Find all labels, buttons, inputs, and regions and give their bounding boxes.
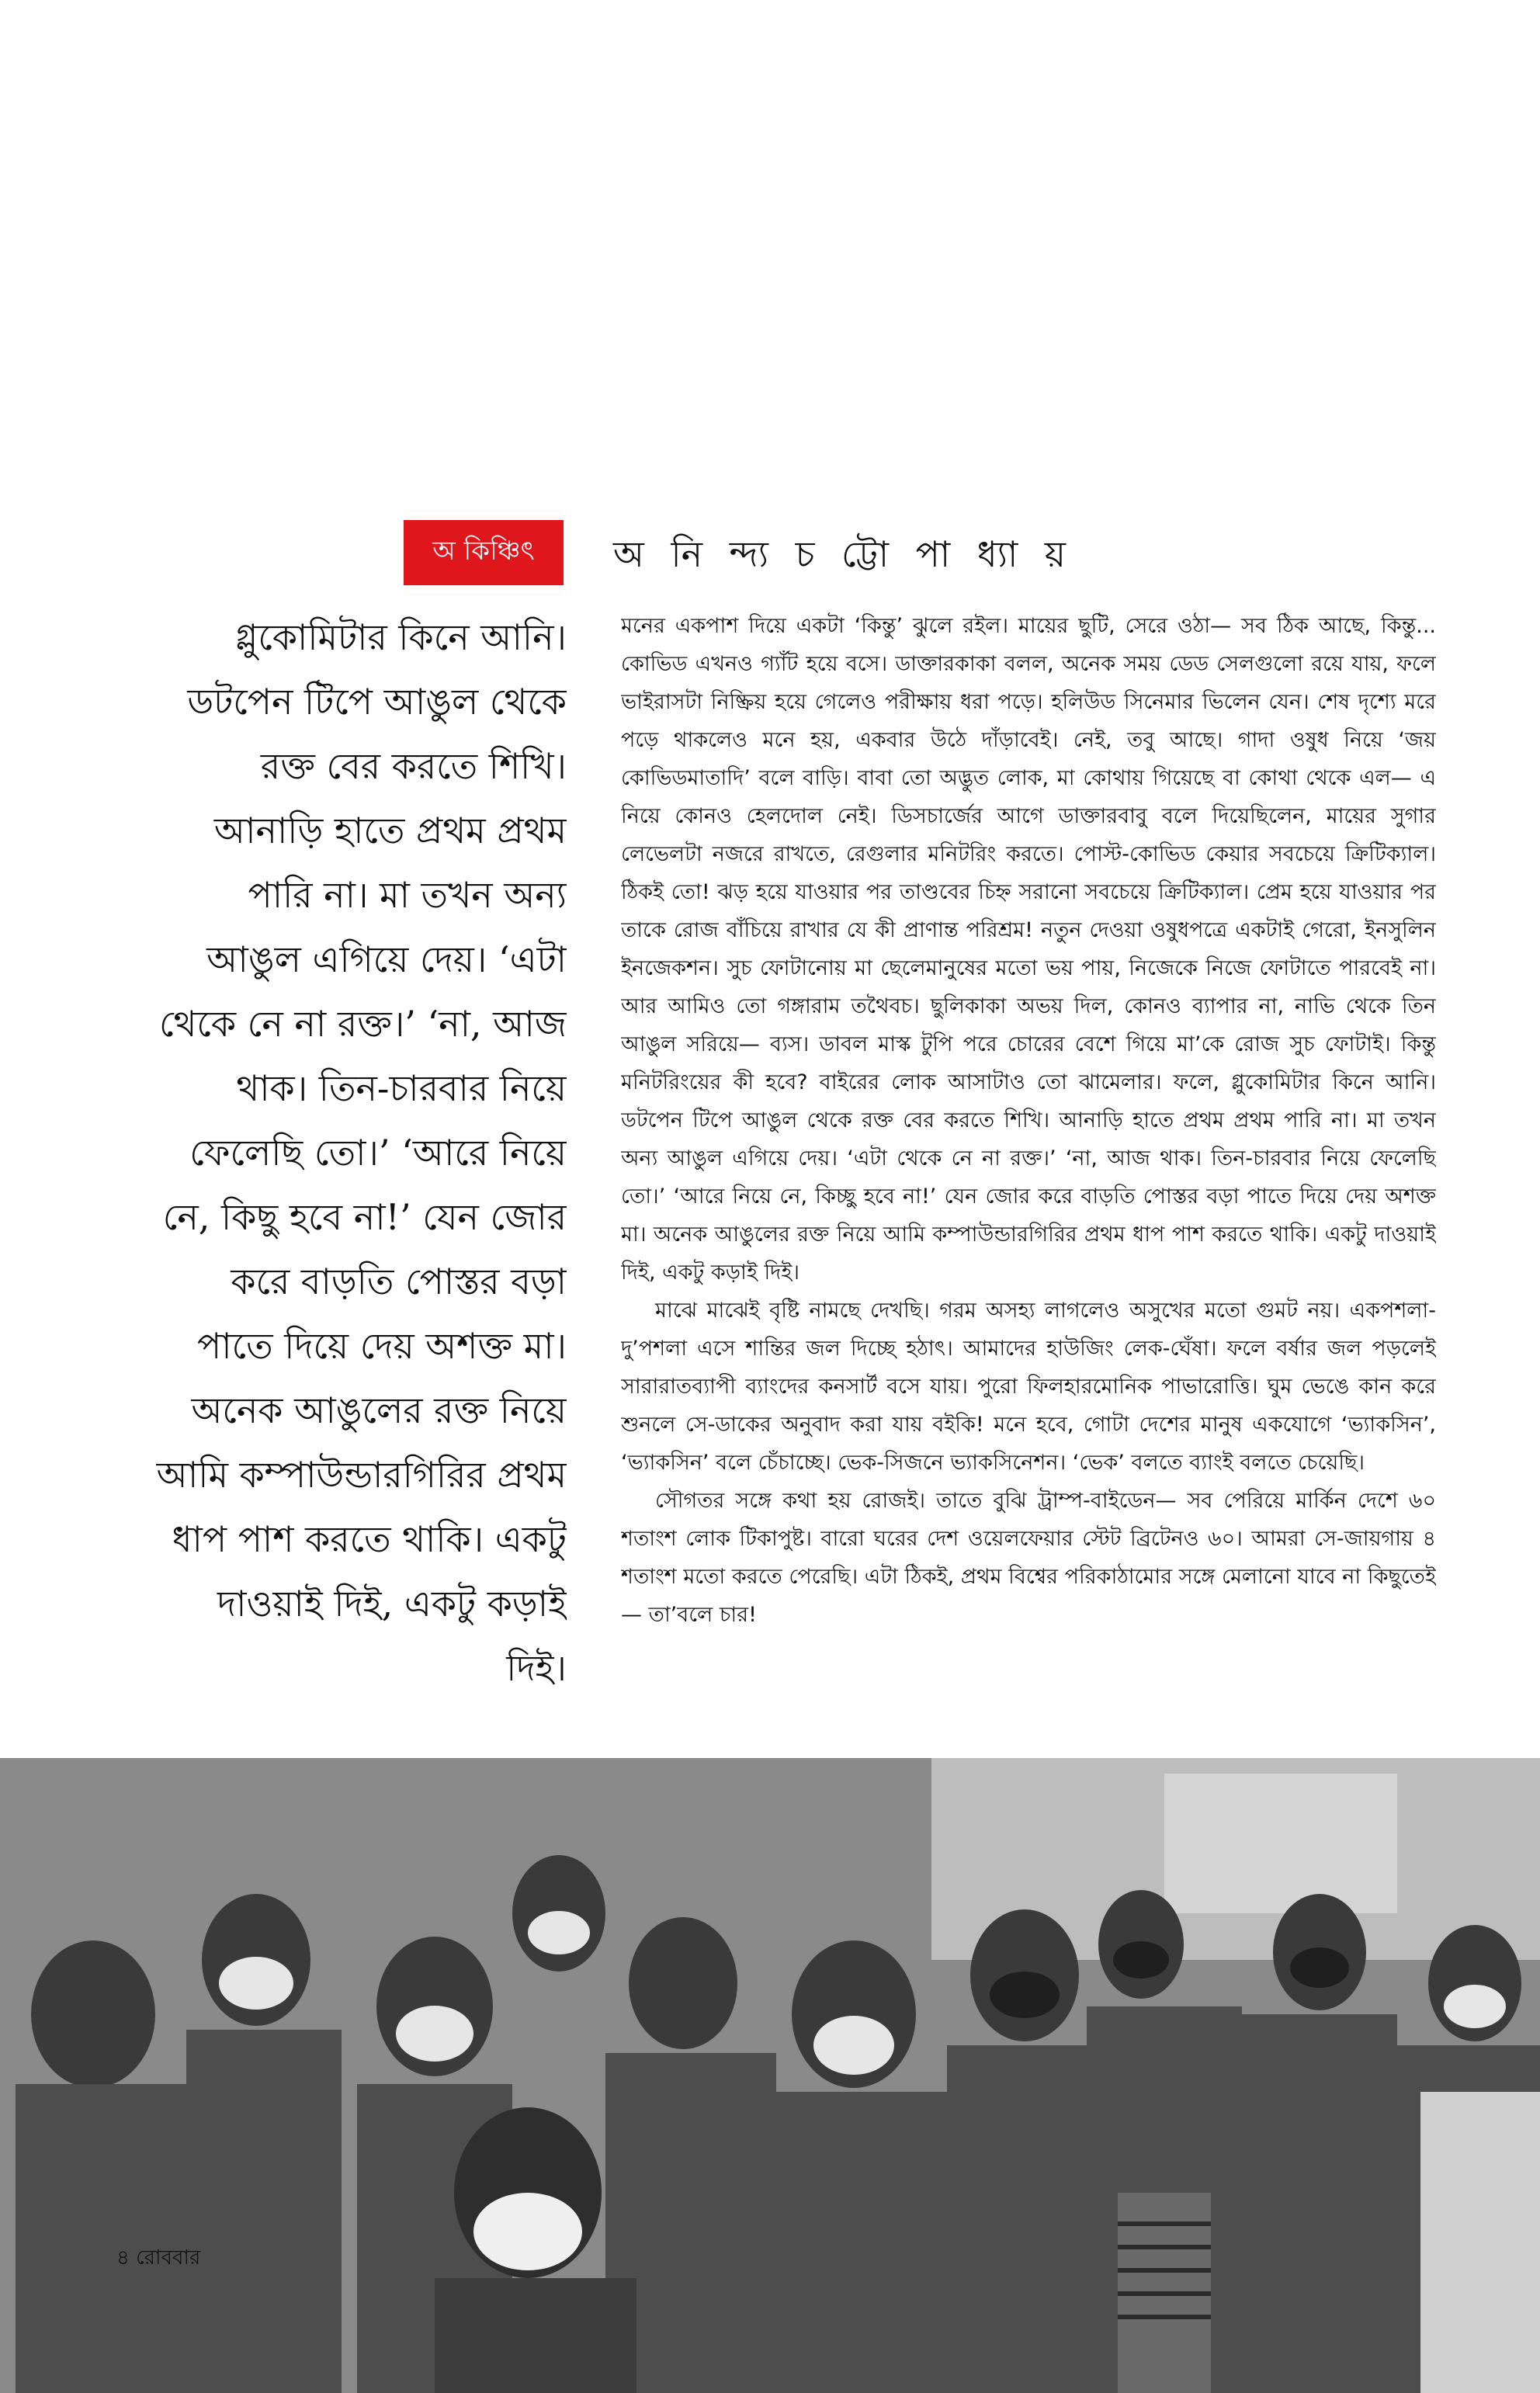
article-body — [621, 607, 1436, 1694]
page-folio: ৪ রোববার — [116, 2246, 201, 2270]
body-paragraph: মনের একপাশ দিয়ে একটা ‘কিন্তু’ ঝুলে রইল। মায়ের ছুটি, সেরে ওঠা— সব ঠিক আছে, কিন্তু... কোভিড এখনও গ্যাঁট হয়ে বসে। ডাক্তারকাকা বলল, অনেক সময় ডেড সেলগুলো রয়ে যায়, ফলে ভাইরাসটা নিষ্ক্রিয় হয়ে গেলেও পরীক্ষায় ধরা পড়ে। হলিউড সিনেমার ভিলেন যেন। শেষ দৃশ্যে মরে পড়ে থাকলেও মনে হয়, একবার উঠে দাঁড়াবেই। নেই, তবু আছে। গাদা ওষুধ নিয়ে ‘জয় কোভিডমাতাদি’ বলে বাড়ি। বাবা তো অদ্ভুত লোক, মা কোথায় গিয়েছে বা কোথা থেকে এল— এ নিয়ে কোনও হেলদোল নেই। ডিসচার্জের আগে ডাক্তারবাবু বলে দিয়েছিলেন, মায়ের সুগার লেভেলটা নজরে রাখতে, রেগুলার মনিটরিং করতে। পোস্ট-কোভিড কেয়ার সবচেয়ে ক্রিটিক্যাল। ঠিকই তো! ঝড় হয়ে যাওয়ার পর তাণ্ডবের চিহ্ন সরানো সবচেয়ে ক্রিটিক্যাল। প্রেম হয়ে যাওয়ার পর তাকে রোজ বাঁচিয়ে রাখার যে কী প্রাণান্ত পরিশ্রম! নতুন দেওয়া ওষুধপত্রে একটাই গেরো, ইনসুলিন ইনজেকশন। সুচ ফোটানোয় মা ছেলেমানুষের মতো ভয় পায়, নিজেকে নিজে ফোটাতে পারবেই না। আর আমিও তো গঙ্গারাম তথৈবচ। ছুলিকাকা অভয় দিল, কোনও ব্যাপার না, নাভি থেকে তিন আঙুল সরিয়ে— ব্যস। ডাবল মাস্ক টুপি পরে চোরের বেশে গিয়ে মা’কে রোজ সুচ ফোটাই। কিন্তু মনিটরিংয়ের কী হবে? বাইরের লোক আসাটাও তো ঝামেলার। ফলে, গ্লুকোমিটার কিনে আনি। ডটপেন টিপে আঙুল থেকে রক্ত বের করতে শিখি। আনাড়ি হাতে প্রথম প্রথম পারি না। মা তখন অন্য আঙুল এগিয়ে দেয়। ‘এটা থেকে নে না রক্ত।’ ‘না, আজ থাক। তিন-চারবার নিয়ে ফেলেছি তো।’ ‘আরে নিয়ে নে, কিচ্ছু হবে না!’ যেন জোর করে বাড়তি পোস্তর বড়া পাতে দিয়ে দেয় অশক্ত মা। অনেক আঙুলের রক্ত নিয়ে আমি কম্পাউন্ডারগিরির প্রথম ধাপ পাশ করতে থাকি। একটু দাওয়াই দিই, একটু কড়াই দিই। — [621, 614, 1436, 1285]
body-paragraph: সৌগতর সঙ্গে কথা হয় রোজই। তাতে বুঝি ট্রাম্প-বাইডেন— সব পেরিয়ে মার্কিন দেশে ৬০ শতাংশ লোক টিকাপুষ্ট। বারো ঘরের দেশ ওয়েলফেয়ার স্টেট ব্রিটেনও ৬০। আমরা সে-জায়গায় ৪ শতাংশ মতো করতে পেরেছি। এটা ঠিকই, প্রথম বিশ্বের পরিকাঠামোর সঙ্গে মেলানো যাবে না কিছুতেই— তা’বলে চার! — [621, 1489, 1436, 1627]
crowd-photo — [0, 1758, 1540, 2393]
body-paragraph: মাঝে মাঝেই বৃষ্টি নামছে দেখছি। গরম অসহ্য লাগলেও অসুখের মতো গুমট নয়। একপশলা-দু’পশলা এসে শান্তির জল দিচ্ছে হঠাৎ। আমাদের হাউজিং লেক-ঘেঁষা। ফলে বর্ষার জল পড়লেই সারারাতব্যাপী ব্যাংদের কনসার্ট বসে যায়। পুরো ফিলহারমোনিক পাভারোত্তি। ঘুম ভেঙে কান করে শুনলে সে-ডাকের অনুবাদ করা যায় বইকি! মনে হবে, গোটা দেশের মানুষ একযোগে ‘ভ্যাকসিন’, ‘ভ্যাকসিন’ বলে চেঁচাচ্ছে। ভেক-সিজনে ভ্যাকসিনেশন। ‘ভেক’ বলতে ব্যাংই বলতে চেয়েছি। — [621, 1299, 1436, 1475]
pull-quote-text: গ্লুকোমিটার কিনে আনি। ডটপেন টিপে আঙুল থেকে রক্ত বের করতে শিখি। আনাড়ি হাতে প্রথম প্রথম পারি না। মা তখন অন্য আঙুল এগিয়ে দেয়। ‘এটা থেকে নে না রক্ত।’ ‘না, আজ থাক। তিন-চারবার নিয়ে ফেলেছি তো।’ ‘আরে নিয়ে নে, কিছু হবে না!’ যেন জোর করে বাড়তি পোস্তর বড়া পাতে দিয়ে দেয় অশক্ত মা। অনেক আঙুলের রক্ত নিয়ে আমি কম্পাউন্ডারগিরির প্রথম ধাপ পাশ করতে থাকি। একটু দাওয়াই দিই, একটু কড়াই দিই। — [156, 616, 567, 1689]
pull-quote — [147, 605, 567, 1715]
crowd-photo-icon — [0, 1758, 1540, 2393]
author-byline: অ নি ন্দ্য চ ট্টো পা ধ্যা য় — [613, 533, 1074, 575]
section-tag: অ কিঞ্চিৎ — [404, 520, 564, 585]
